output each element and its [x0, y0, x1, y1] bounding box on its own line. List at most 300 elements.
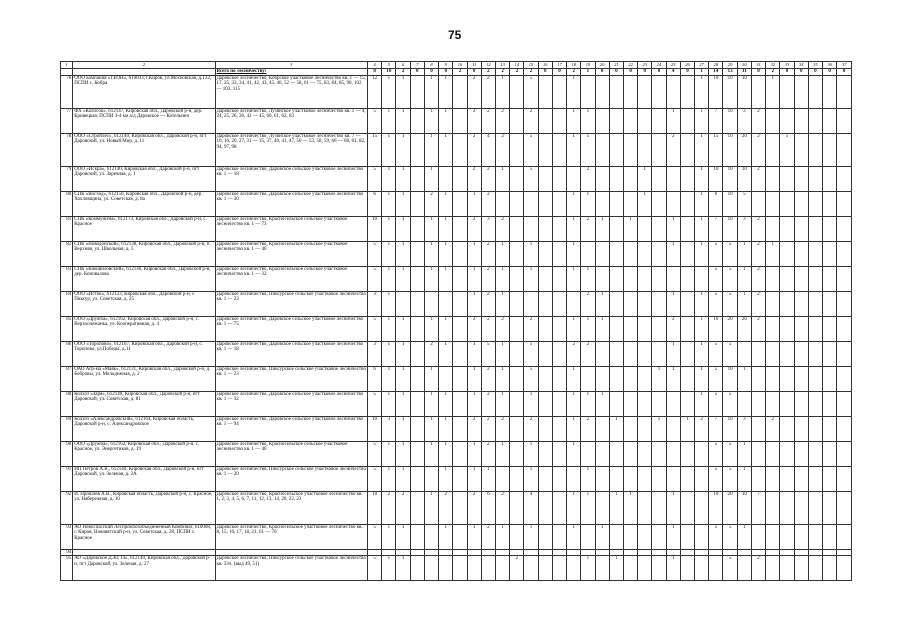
value-cell	[567, 549, 581, 556]
value-cell: 1	[695, 241, 709, 266]
value-cell	[680, 75, 694, 108]
forestry-location-cell: Даровское лесничество, Даровское сельское участковое лесничество кв. 1 — 18	[215, 166, 368, 191]
value-cell: 2	[751, 291, 765, 316]
value-cell: 1	[766, 75, 780, 108]
value-cell	[638, 391, 652, 416]
value-cell	[680, 441, 694, 466]
total-value: 2	[453, 68, 467, 75]
column-number: 24	[652, 62, 666, 69]
value-cell	[823, 341, 837, 366]
value-cell	[695, 524, 709, 549]
value-cell	[552, 341, 566, 366]
value-cell: 5	[709, 366, 723, 391]
value-cell	[609, 166, 623, 191]
total-value: 0	[808, 68, 822, 75]
value-cell: 1	[467, 466, 481, 491]
value-cell	[552, 291, 566, 316]
value-cell: 1	[737, 266, 751, 291]
value-cell: 1	[382, 166, 396, 191]
value-cell	[638, 524, 652, 549]
value-cell	[552, 108, 566, 133]
value-cell	[652, 441, 666, 466]
value-cell	[794, 341, 808, 366]
value-cell	[808, 108, 822, 133]
value-cell	[823, 216, 837, 241]
value-cell: 5	[368, 441, 382, 466]
value-cell	[652, 75, 666, 108]
value-cell	[453, 75, 467, 108]
value-cell	[823, 556, 837, 581]
value-cell: 1	[396, 341, 410, 366]
value-cell	[510, 75, 524, 108]
value-cell	[552, 316, 566, 341]
forestry-location-cell: Даровское лесничество, Красносельское участковое лесничество кв. 1, 2, 3, 4, 5, 6, 7, 11, 12, 13, 14, 20, 22, 23	[215, 491, 368, 524]
forestry-location-cell: Даровское лесничество, Даровское сельское участковое лесничество кв. 1 — 30	[215, 191, 368, 216]
column-number: 30	[737, 62, 751, 69]
value-cell	[823, 266, 837, 291]
value-cell: 1	[439, 75, 453, 108]
value-cell: 5	[709, 441, 723, 466]
value-cell	[823, 241, 837, 266]
value-cell: 5	[368, 556, 382, 581]
value-cell	[766, 524, 780, 549]
value-cell	[638, 316, 652, 341]
value-cell: 5	[368, 241, 382, 266]
value-cell: 3	[737, 416, 751, 441]
value-cell: 2	[481, 266, 495, 291]
value-cell	[623, 241, 637, 266]
value-cell: 1	[623, 216, 637, 241]
value-cell: 1	[382, 216, 396, 241]
value-cell	[410, 316, 424, 341]
value-cell	[823, 524, 837, 549]
value-cell: 1	[382, 466, 396, 491]
table-row	[61, 556, 852, 581]
value-cell: 2	[481, 191, 495, 216]
value-cell	[766, 191, 780, 216]
value-cell: 1	[595, 524, 609, 549]
value-cell: 1	[467, 441, 481, 466]
total-value: 0	[538, 68, 552, 75]
column-number: 31	[751, 62, 765, 69]
value-cell	[837, 216, 852, 241]
value-cell	[524, 549, 538, 556]
value-cell: 7	[709, 216, 723, 241]
forestry-location-cell: Даровское лесничество, Пиксурское сельское участковое лесничество кв. 1 — 23	[215, 366, 368, 391]
value-cell: 6	[481, 491, 495, 524]
value-cell: 1	[524, 241, 538, 266]
value-cell	[666, 75, 680, 108]
value-cell: 5	[524, 133, 538, 166]
value-cell	[410, 549, 424, 556]
value-cell: 5	[709, 391, 723, 416]
table-row	[61, 391, 852, 416]
value-cell	[652, 266, 666, 291]
value-cell: 1	[495, 75, 509, 108]
value-cell: 1	[638, 191, 652, 216]
value-cell: 1	[737, 441, 751, 466]
value-cell	[780, 108, 794, 133]
value-cell: 2	[495, 316, 509, 341]
value-cell	[723, 549, 737, 556]
value-cell	[780, 491, 794, 524]
value-cell	[595, 491, 609, 524]
value-cell: 20	[737, 316, 751, 341]
column-number: 20	[595, 62, 609, 69]
row-number: 86	[61, 341, 73, 366]
table-row	[61, 75, 852, 108]
value-cell: 5	[723, 391, 737, 416]
value-cell	[837, 166, 852, 191]
value-cell	[623, 341, 637, 366]
value-cell	[453, 291, 467, 316]
column-number: 2	[73, 62, 215, 69]
value-cell	[410, 341, 424, 366]
total-value: 0	[680, 68, 694, 75]
forestry-location-cell: Даровское лесничество, Пиксурское сельское участковое лесничество кв. 1 — 20	[215, 466, 368, 491]
value-cell	[766, 341, 780, 366]
value-cell: 5	[368, 166, 382, 191]
total-value: 2	[567, 68, 581, 75]
value-cell: 10	[723, 133, 737, 166]
value-cell	[680, 216, 694, 241]
value-cell	[837, 441, 852, 466]
value-cell: 5	[709, 291, 723, 316]
value-cell	[453, 241, 467, 266]
value-cell	[510, 191, 524, 216]
table-row	[61, 341, 852, 366]
value-cell: 1	[439, 524, 453, 549]
total-value: 0	[410, 68, 424, 75]
value-cell	[538, 216, 552, 241]
value-cell	[808, 266, 822, 291]
value-cell: 1	[424, 75, 438, 108]
value-cell: 3	[737, 108, 751, 133]
row-number: 93	[61, 524, 73, 549]
value-cell: 1	[666, 341, 680, 366]
value-cell: 1	[595, 291, 609, 316]
value-cell	[794, 191, 808, 216]
row-number: 83	[61, 266, 73, 291]
value-cell	[567, 556, 581, 581]
value-cell	[766, 216, 780, 241]
value-cell	[552, 133, 566, 166]
value-cell	[666, 416, 680, 441]
value-cell	[524, 291, 538, 316]
value-cell: 1	[424, 441, 438, 466]
value-cell: 10	[709, 491, 723, 524]
value-cell: 1	[467, 391, 481, 416]
value-cell	[552, 166, 566, 191]
value-cell	[410, 524, 424, 549]
column-number: 5	[382, 62, 396, 69]
value-cell: 7	[751, 491, 765, 524]
organization-cell: ООО «Дружба», 612162, Кировская обл., Даровской р-н, с. Верхоснежанка, ул. Кооперативная, д. 4	[73, 316, 215, 341]
value-cell: 1	[595, 216, 609, 241]
row-number: 94	[61, 549, 73, 556]
value-cell: 1	[567, 133, 581, 166]
value-cell	[823, 366, 837, 391]
value-cell	[538, 133, 552, 166]
value-cell	[396, 291, 410, 316]
value-cell	[439, 556, 453, 581]
organization-cell: ФХ «Колосок», 612147, Кировская обл., Даровской р-н, дер. Кривецкая, ПСПИ 3-4 км а/д Даровское — Котельнич	[73, 108, 215, 133]
total-value: 0	[424, 68, 438, 75]
value-cell	[780, 291, 794, 316]
value-cell	[510, 366, 524, 391]
value-cell	[510, 316, 524, 341]
value-cell	[595, 341, 609, 366]
value-cell: 1	[737, 241, 751, 266]
value-cell: 1	[396, 316, 410, 341]
value-cell	[453, 466, 467, 491]
value-cell	[794, 241, 808, 266]
value-cell	[680, 133, 694, 166]
total-value: 2	[495, 68, 509, 75]
value-cell: 1	[439, 441, 453, 466]
value-cell	[552, 549, 566, 556]
value-cell: 1	[581, 491, 595, 524]
value-cell: 2	[666, 133, 680, 166]
value-cell	[623, 466, 637, 491]
value-cell	[652, 556, 666, 581]
value-cell	[780, 366, 794, 391]
column-number: 8	[424, 62, 438, 69]
value-cell	[766, 166, 780, 191]
total-value: 0	[652, 68, 666, 75]
value-cell	[538, 366, 552, 391]
value-cell: 1	[495, 441, 509, 466]
value-cell	[680, 366, 694, 391]
value-cell	[552, 75, 566, 108]
value-cell: 2	[581, 416, 595, 441]
value-cell	[481, 556, 495, 581]
value-cell: 2	[666, 316, 680, 341]
value-cell	[439, 291, 453, 316]
value-cell	[510, 108, 524, 133]
table-row	[61, 549, 852, 556]
value-cell	[808, 416, 822, 441]
value-cell: 1	[695, 391, 709, 416]
value-cell	[510, 524, 524, 549]
value-cell	[652, 166, 666, 191]
value-cell	[666, 441, 680, 466]
value-cell	[410, 291, 424, 316]
column-number: 11	[467, 62, 481, 69]
value-cell: 2	[524, 108, 538, 133]
value-cell	[794, 391, 808, 416]
value-cell: 1	[567, 241, 581, 266]
value-cell	[453, 556, 467, 581]
row-number: 85	[61, 316, 73, 341]
value-cell	[780, 416, 794, 441]
row-number: 91	[61, 466, 73, 491]
organization-cell: ООО «Дружба», 612162, Кировская обл., Даровской р-н, с. Красное, ул. Энергетиков, д. 19	[73, 441, 215, 466]
value-cell: 1	[382, 266, 396, 291]
value-cell: 1	[424, 491, 438, 524]
value-cell: 2	[439, 491, 453, 524]
value-cell	[666, 266, 680, 291]
value-cell	[453, 524, 467, 549]
organization-cell	[73, 549, 215, 556]
value-cell	[623, 549, 637, 556]
value-cell	[524, 191, 538, 216]
value-cell: 1	[424, 166, 438, 191]
value-cell	[510, 549, 524, 556]
value-cell: 1	[581, 316, 595, 341]
value-cell	[424, 291, 438, 316]
table-row	[61, 191, 852, 216]
value-cell	[666, 191, 680, 216]
value-cell	[581, 549, 595, 556]
value-cell	[808, 241, 822, 266]
value-cell: 2	[396, 491, 410, 524]
value-cell: 1	[495, 166, 509, 191]
value-cell: 1	[567, 191, 581, 216]
value-cell: 1	[396, 556, 410, 581]
value-cell	[794, 416, 808, 441]
value-cell	[538, 191, 552, 216]
value-cell: 10	[368, 416, 382, 441]
value-cell: 1	[666, 108, 680, 133]
value-cell: 4	[524, 491, 538, 524]
value-cell	[638, 556, 652, 581]
total-value: 0	[595, 68, 609, 75]
value-cell	[794, 166, 808, 191]
value-cell: 1	[567, 491, 581, 524]
value-cell: 5	[709, 266, 723, 291]
forestry-location-cell: Даровское лесничество, Даровское сельское участковое лесничество кв. 1 — 32	[215, 391, 368, 416]
value-cell	[510, 491, 524, 524]
organization-cell: Колхоз «Заря», 612140, Кировская обл., Даровской р-н, пгт Даровской, ул. Советская, д. 81	[73, 391, 215, 416]
value-cell: 1	[666, 524, 680, 549]
forestry-location-cell: Даровское лесничество, Даровское сельское участковое лесничество кв. 1 — 18	[215, 341, 368, 366]
total-value: 0	[794, 68, 808, 75]
value-cell	[780, 316, 794, 341]
total-value: 0	[368, 68, 382, 75]
value-cell	[666, 166, 680, 191]
value-cell	[652, 191, 666, 216]
organization-cell: АО Новоспасский Леспромхозобъединенный Комбинат, 610008, г. Киров, Нововятский р-н, ул. Советская, д. 28, ПСПИ с. Красное	[73, 524, 215, 549]
value-cell	[823, 316, 837, 341]
value-cell	[495, 556, 509, 581]
row-number: 80	[61, 191, 73, 216]
value-cell: 1	[396, 108, 410, 133]
value-cell	[666, 549, 680, 556]
value-cell: 1	[424, 366, 438, 391]
value-cell: 15	[709, 133, 723, 166]
value-cell: 1	[695, 366, 709, 391]
value-cell	[808, 316, 822, 341]
value-cell: 1	[382, 556, 396, 581]
value-cell	[623, 133, 637, 166]
value-cell: 1	[581, 391, 595, 416]
value-cell: 2	[481, 441, 495, 466]
value-cell	[595, 556, 609, 581]
organization-cell: СПК «Коммунизм», 612173, Кировская обл., Даровской р-н, с. Красное	[73, 216, 215, 241]
value-cell	[567, 291, 581, 316]
value-cell	[794, 549, 808, 556]
value-cell	[410, 491, 424, 524]
value-cell	[652, 391, 666, 416]
table-row	[61, 291, 852, 316]
value-cell	[638, 241, 652, 266]
value-cell: 1	[467, 291, 481, 316]
value-cell	[751, 441, 765, 466]
column-number: 37	[837, 62, 852, 69]
total-value: 2	[766, 68, 780, 75]
value-cell: 2	[481, 166, 495, 191]
table-row	[61, 108, 852, 133]
value-cell	[794, 216, 808, 241]
value-cell	[595, 166, 609, 191]
value-cell: 1	[737, 291, 751, 316]
value-cell: 2	[581, 216, 595, 241]
value-cell: 1	[396, 216, 410, 241]
value-cell: 1	[495, 524, 509, 549]
value-cell	[552, 466, 566, 491]
value-cell	[652, 291, 666, 316]
value-cell	[837, 291, 852, 316]
row-number: 88	[61, 391, 73, 416]
value-cell: 2	[495, 108, 509, 133]
value-cell	[823, 108, 837, 133]
value-cell	[595, 108, 609, 133]
value-cell	[581, 441, 595, 466]
value-cell	[766, 266, 780, 291]
column-number: 1	[61, 62, 73, 69]
value-cell	[609, 524, 623, 549]
total-value: 0	[837, 68, 852, 75]
value-cell	[538, 466, 552, 491]
value-cell	[410, 75, 424, 108]
value-cell: 1	[623, 491, 637, 524]
value-cell	[552, 416, 566, 441]
value-cell: 2	[751, 316, 765, 341]
value-cell	[368, 549, 382, 556]
value-cell: 10	[723, 166, 737, 191]
value-cell: 1	[382, 341, 396, 366]
value-cell: 5	[524, 75, 538, 108]
value-cell: 1	[467, 241, 481, 266]
value-cell: 2	[382, 491, 396, 524]
forestry-location-cell: Даровское лесничество, Красносельское сельское участковое лесничество кв. 1 — 73	[215, 216, 368, 241]
value-cell	[695, 549, 709, 556]
value-cell	[638, 108, 652, 133]
value-cell: 1	[595, 391, 609, 416]
value-cell: 1	[524, 266, 538, 291]
value-cell	[794, 266, 808, 291]
column-number: 15	[524, 62, 538, 69]
value-cell	[766, 391, 780, 416]
value-cell	[453, 133, 467, 166]
value-cell: 1	[666, 241, 680, 266]
total-value: 0	[823, 68, 837, 75]
value-cell: 2	[467, 166, 481, 191]
value-cell: 7	[709, 416, 723, 441]
value-cell	[680, 524, 694, 549]
value-cell: 1	[439, 466, 453, 491]
value-cell: 1	[439, 133, 453, 166]
organization-cell: АО «Даровское ДЭП 14», 612140, Кировская обл., Даровской р-н, пгт Даровской, ул. Зеленая, д. 27	[73, 556, 215, 581]
value-cell: 2	[751, 108, 765, 133]
value-cell: 1	[666, 366, 680, 391]
value-cell: 1	[396, 191, 410, 216]
value-cell: 2	[495, 416, 509, 441]
total-value: 14	[709, 68, 723, 75]
value-cell	[410, 366, 424, 391]
value-cell: 10	[368, 491, 382, 524]
